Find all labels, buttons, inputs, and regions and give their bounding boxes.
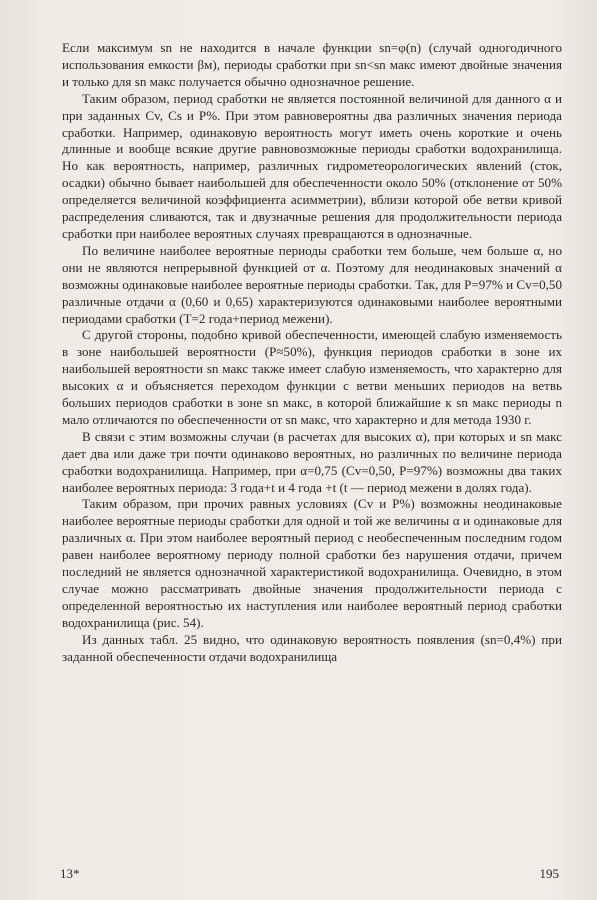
- paragraph-4: С другой стороны, подобно кривой обеспеченности, имеющей слабую изменяемость в зоне наибольшей вероятности (P≈50%), функция периодов сработки в зоне их наибольшей вероятности sn макс также имеет слабую изменяемость, что характерно для высоких α и объясняется переходом функции с ветви меньших периодов на ветвь больших периодов сработки в зоне sn макс, в которой ближайшие к sn макс периоды n мало отличаются по обеспеченности от sn макс, что характерно и для метода 1930 г.: [62, 327, 562, 427]
- page-number: 195: [539, 866, 559, 881]
- paragraph-2: Таким образом, период сработки не является постоянной величиной для данного α и при заданных Cv, Cs и P%. При этом равновероятны два различных значения периода сработки. Например, одинаковую вероятность могут иметь очень короткие и очень длинные и вообще всякие другие равновозможные периоды сработки водохранилища. Но как вероятность, например, различных гидрометеорологических явлений (сток, осадки) обычно бывает наибольшей для обеспеченности около 50% (отклонение от 50% определяется величиной коэффициента асимметрии), вблизи которой обе ветви кривой распределения сливаются, так и двузначные решения для продолжительности периода сработки при наиболее вероятных случаях превращаются в однозначные.: [62, 90, 562, 241]
- paragraph-6: Таким образом, при прочих равных условиях (Cv и P%) возможны неодинаковые наиболее вероятные периоды сработки для одной и той же величины α и одинаковые для различных α. При этом наиболее вероятный период с необеспеченным последним годом равен наиболее вероятному периоду полной сработки без нарушения отдачи, причем последний не является однозначной характеристикой водохранилища. Очевидно, в этом случае можно рассматривать двойные значения продолжительности периода с определенной вероятностью их наступления или наиболее вероятный период сработки водохранилища (рис. 54).: [62, 496, 562, 630]
- paragraph-7: Из данных табл. 25 видно, что одинаковую вероятность появления (sn=0,4%) при заданной обеспеченности отдачи водохранилища: [62, 631, 562, 664]
- page-body: [62, 40, 562, 666]
- paragraph-1: Если максимум sn не находится в начале функции sn=φ(n) (случай одногодичного использования емкости βм), периоды сработки при sn<sn макс имеют двойные значения и только для sn макс получается обычно однозначное решение.: [62, 40, 562, 89]
- paragraph-5: В связи с этим возможны случаи (в расчетах для высоких α), при которых и sn макс дает два или даже три почти одинаково вероятных, но различных по величине периода сработки водохранилища. Например, при α=0,75 (Cv=0,50, P=97%) возможны два таких наиболее вероятных периода: 3 года+t и 4 года +t (t — период межени в долях года).: [62, 428, 562, 495]
- signature-mark: 13*: [60, 866, 80, 881]
- paragraph-3: По величине наиболее вероятные периоды сработки тем больше, чем больше α, но они не являются непрерывной функцией от α. Поэтому для неодинаковых значений α возможны одинаковые наиболее вероятные периоды сработки. Так, для P=97% и Cv=0,50 различные отдачи α (0,60 и 0,65) характеризуются одинаковыми наиболее вероятными периодами сработки (T=2 года+период межени).: [62, 242, 562, 326]
